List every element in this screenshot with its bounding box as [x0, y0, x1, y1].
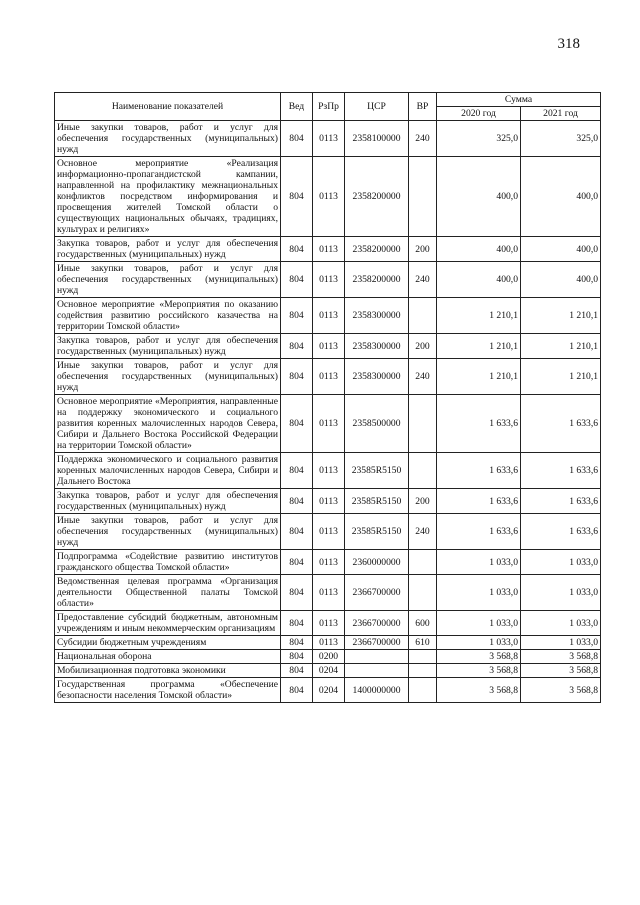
cell-2021: 1 033,0	[521, 636, 601, 650]
table-row	[55, 636, 601, 650]
cell-ved: 804	[281, 575, 313, 611]
cell-2020: 1 210,1	[437, 359, 521, 395]
cell-rzpr: 0113	[313, 636, 345, 650]
cell-ved: 804	[281, 237, 313, 262]
cell-name: Ведомственная целевая программа «Организация деятельности Общественной палаты Томской области»	[55, 575, 281, 611]
cell-vr: 200	[409, 489, 437, 514]
cell-ved: 804	[281, 359, 313, 395]
cell-vr: 600	[409, 611, 437, 636]
cell-rzpr: 0113	[313, 237, 345, 262]
header-name: Наименование показателей	[55, 93, 281, 121]
cell-rzpr: 0204	[313, 678, 345, 703]
cell-csr: 2358300000	[345, 359, 409, 395]
cell-name: Иные закупки товаров, работ и услуг для обеспечения государственных (муниципальных) нужд	[55, 121, 281, 157]
table-row	[55, 514, 601, 550]
header-vr: ВР	[409, 93, 437, 121]
cell-ved: 804	[281, 121, 313, 157]
cell-2020: 3 568,8	[437, 664, 521, 678]
cell-vr	[409, 650, 437, 664]
cell-vr	[409, 157, 437, 237]
cell-name: Поддержка экономического и социального развития коренных малочисленных народов Севера, Сибири и Дальнего Востока	[55, 453, 281, 489]
table-row	[55, 395, 601, 453]
table-row	[55, 611, 601, 636]
cell-vr	[409, 395, 437, 453]
cell-2021: 3 568,8	[521, 664, 601, 678]
cell-csr: 2358300000	[345, 298, 409, 334]
table-row	[55, 262, 601, 298]
table-row	[55, 650, 601, 664]
table-body	[55, 121, 601, 703]
cell-ved: 804	[281, 262, 313, 298]
cell-2021: 400,0	[521, 237, 601, 262]
cell-vr: 200	[409, 334, 437, 359]
cell-ved: 804	[281, 298, 313, 334]
cell-csr: 23585R5150	[345, 514, 409, 550]
cell-name: Субсидии бюджетным учреждениям	[55, 636, 281, 650]
cell-2020: 1 033,0	[437, 550, 521, 575]
cell-2021: 1 633,6	[521, 453, 601, 489]
cell-name: Основное мероприятие «Мероприятия, направленные на поддержку экономического и социального развития коренных малочисленных народов Севера, Сибири и Дальнего Востока Российской Федерации на территории Томской области»	[55, 395, 281, 453]
cell-name: Иные закупки товаров, работ и услуг для обеспечения государственных (муниципальных) нужд	[55, 514, 281, 550]
cell-csr: 2360000000	[345, 550, 409, 575]
header-rzpr: РзПр	[313, 93, 345, 121]
cell-csr: 2358200000	[345, 237, 409, 262]
cell-ved: 804	[281, 611, 313, 636]
cell-vr	[409, 298, 437, 334]
header-ved: Вед	[281, 93, 313, 121]
cell-2021: 400,0	[521, 262, 601, 298]
table-header	[55, 93, 601, 121]
header-csr: ЦСР	[345, 93, 409, 121]
table-row	[55, 359, 601, 395]
cell-ved: 804	[281, 550, 313, 575]
cell-2020: 400,0	[437, 262, 521, 298]
cell-vr	[409, 678, 437, 703]
cell-name: Основное мероприятие «Мероприятия по оказанию содействия развитию российского казачества на территории Томской области»	[55, 298, 281, 334]
cell-2021: 1 210,1	[521, 359, 601, 395]
table-row	[55, 298, 601, 334]
cell-csr: 23585R5150	[345, 453, 409, 489]
cell-2020: 1 633,6	[437, 453, 521, 489]
cell-rzpr: 0113	[313, 395, 345, 453]
cell-2021: 1 033,0	[521, 611, 601, 636]
header-sum: Сумма	[437, 93, 601, 107]
cell-2020: 1 033,0	[437, 575, 521, 611]
cell-ved: 804	[281, 664, 313, 678]
cell-name: Национальная оборона	[55, 650, 281, 664]
cell-2021: 1 633,6	[521, 489, 601, 514]
cell-name: Закупка товаров, работ и услуг для обеспечения государственных (муниципальных) нужд	[55, 237, 281, 262]
cell-ved: 804	[281, 334, 313, 359]
table-row	[55, 550, 601, 575]
cell-csr: 2358300000	[345, 334, 409, 359]
cell-rzpr: 0200	[313, 650, 345, 664]
cell-2021: 1 210,1	[521, 334, 601, 359]
cell-vr: 240	[409, 359, 437, 395]
cell-rzpr: 0113	[313, 453, 345, 489]
budget-table	[54, 92, 601, 703]
cell-2020: 1 633,6	[437, 395, 521, 453]
cell-2020: 325,0	[437, 121, 521, 157]
cell-vr	[409, 575, 437, 611]
cell-ved: 804	[281, 489, 313, 514]
cell-csr: 2358100000	[345, 121, 409, 157]
cell-ved: 804	[281, 514, 313, 550]
cell-name: Подпрограмма «Содействие развитию институтов гражданского общества Томской области»	[55, 550, 281, 575]
cell-name: Мобилизационная подготовка экономики	[55, 664, 281, 678]
cell-rzpr: 0113	[313, 121, 345, 157]
cell-vr	[409, 664, 437, 678]
cell-vr: 610	[409, 636, 437, 650]
cell-ved: 804	[281, 157, 313, 237]
cell-ved: 804	[281, 650, 313, 664]
cell-ved: 804	[281, 395, 313, 453]
cell-2020: 3 568,8	[437, 650, 521, 664]
cell-name: Государственная программа «Обеспечение безопасности населения Томской области»	[55, 678, 281, 703]
cell-vr: 240	[409, 262, 437, 298]
cell-rzpr: 0113	[313, 334, 345, 359]
cell-ved: 804	[281, 678, 313, 703]
cell-rzpr: 0113	[313, 514, 345, 550]
cell-name: Иные закупки товаров, работ и услуг для обеспечения государственных (муниципальных) нужд	[55, 359, 281, 395]
cell-rzpr: 0113	[313, 262, 345, 298]
table-row	[55, 489, 601, 514]
cell-vr: 240	[409, 121, 437, 157]
table-row	[55, 575, 601, 611]
cell-rzpr: 0113	[313, 359, 345, 395]
cell-rzpr: 0113	[313, 489, 345, 514]
cell-2020: 1 210,1	[437, 298, 521, 334]
cell-2021: 1 633,6	[521, 514, 601, 550]
cell-2021: 3 568,8	[521, 650, 601, 664]
cell-csr: 23585R5150	[345, 489, 409, 514]
cell-2020: 400,0	[437, 237, 521, 262]
table-row	[55, 121, 601, 157]
cell-name: Основное мероприятие «Реализация информационно-пропагандистской кампании, направленной на профилактику межнациональных конфликтов посредством информирования и просвещения жителей Томской области о существующих национальных обычаях, традициях, культурах и религиях»	[55, 157, 281, 237]
table-row	[55, 664, 601, 678]
cell-rzpr: 0113	[313, 157, 345, 237]
cell-name: Закупка товаров, работ и услуг для обеспечения государственных (муниципальных) нужд	[55, 489, 281, 514]
header-2021: 2021 год	[521, 107, 601, 121]
table-row	[55, 157, 601, 237]
cell-csr: 1400000000	[345, 678, 409, 703]
cell-2021: 325,0	[521, 121, 601, 157]
cell-vr	[409, 453, 437, 489]
cell-2020: 1 633,6	[437, 514, 521, 550]
cell-2020: 1 033,0	[437, 636, 521, 650]
page-number: 318	[557, 36, 580, 52]
cell-csr: 2366700000	[345, 611, 409, 636]
cell-vr: 200	[409, 237, 437, 262]
table-row	[55, 453, 601, 489]
cell-2020: 1 210,1	[437, 334, 521, 359]
cell-2021: 1 633,6	[521, 395, 601, 453]
cell-rzpr: 0113	[313, 575, 345, 611]
cell-rzpr: 0204	[313, 664, 345, 678]
cell-2021: 400,0	[521, 157, 601, 237]
cell-csr: 2358200000	[345, 262, 409, 298]
cell-csr: 2366700000	[345, 575, 409, 611]
cell-csr	[345, 664, 409, 678]
cell-2020: 400,0	[437, 157, 521, 237]
table-row	[55, 678, 601, 703]
cell-rzpr: 0113	[313, 611, 345, 636]
cell-2020: 3 568,8	[437, 678, 521, 703]
cell-ved: 804	[281, 453, 313, 489]
cell-2021: 3 568,8	[521, 678, 601, 703]
cell-name: Предоставление субсидий бюджетным, автономным учреждениям и иным некоммерческим организациям	[55, 611, 281, 636]
cell-csr: 2358500000	[345, 395, 409, 453]
cell-ved: 804	[281, 636, 313, 650]
header-2020: 2020 год	[437, 107, 521, 121]
cell-2021: 1 210,1	[521, 298, 601, 334]
cell-rzpr: 0113	[313, 298, 345, 334]
cell-name: Иные закупки товаров, работ и услуг для обеспечения государственных (муниципальных) нужд	[55, 262, 281, 298]
cell-csr	[345, 650, 409, 664]
cell-2020: 1 033,0	[437, 611, 521, 636]
cell-2021: 1 033,0	[521, 575, 601, 611]
cell-csr: 2366700000	[345, 636, 409, 650]
cell-name: Закупка товаров, работ и услуг для обеспечения государственных (муниципальных) нужд	[55, 334, 281, 359]
cell-2021: 1 033,0	[521, 550, 601, 575]
cell-csr: 2358200000	[345, 157, 409, 237]
table-row	[55, 237, 601, 262]
cell-rzpr: 0113	[313, 550, 345, 575]
cell-vr: 240	[409, 514, 437, 550]
cell-vr	[409, 550, 437, 575]
table-row	[55, 334, 601, 359]
cell-2020: 1 633,6	[437, 489, 521, 514]
